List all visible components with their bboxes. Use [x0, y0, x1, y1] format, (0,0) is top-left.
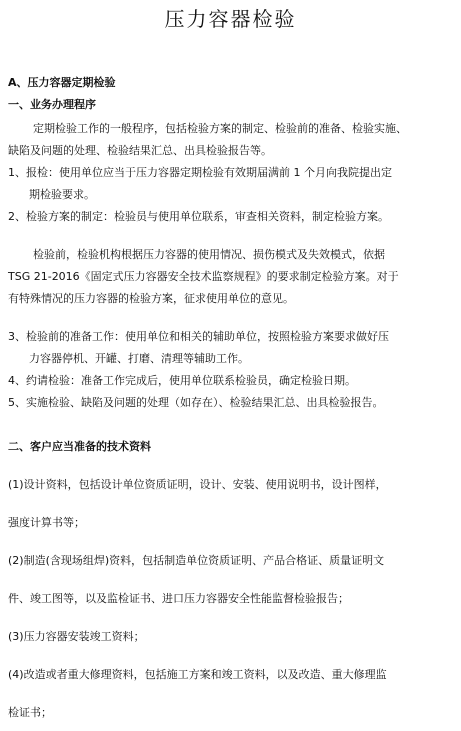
intro-line-1: 定期检验工作的一般程序，包括检验方案的制定、检验前的准备、检验实施、: [33, 122, 407, 135]
step-3-line-1: 3、检验前的准备工作：使用单位和相关的辅助单位，按照检验方案要求做好压: [8, 330, 389, 343]
item-3: (3)压力容器安装竣工资料；: [8, 630, 145, 643]
intro-line-2: 缺陷及问题的处理、检验结果汇总、出具检验报告等。: [8, 144, 272, 157]
step-1-line-1: 1、报检：使用单位应当于压力容器定期检验有效期届满前 1 个月向我院提出定: [8, 166, 392, 179]
section-a-heading: A、压力容器定期检验: [8, 76, 116, 89]
item-1-line-1: (1)设计资料，包括设计单位资质证明，设计、安装、使用说明书，设计图样，: [8, 478, 387, 491]
page-title: 压力容器检验: [164, 7, 297, 31]
step-5: 5、实施检验、缺陷及问题的处理（如存在）、检验结果汇总、出具检验报告。: [8, 396, 384, 409]
plan-paragraph-line-3: 有特殊情况的压力容器的检验方案，征求使用单位的意见。: [8, 292, 294, 305]
item-4-line-2: 检证书；: [8, 706, 52, 719]
step-1-line-2: 期检验要求。: [29, 188, 95, 201]
item-4-line-1: (4)改造或者重大修理资料，包括施工方案和竣工资料，以及改造、重大修理监: [8, 668, 387, 681]
section-1-heading: 一、业务办理程序: [8, 98, 96, 111]
plan-paragraph-line-1: 检验前，检验机构根据压力容器的使用情况、损伤模式及失效模式，依据: [33, 248, 385, 261]
item-1-line-2: 强度计算书等；: [8, 516, 85, 529]
plan-paragraph-line-2: TSG 21-2016《固定式压力容器安全技术监察规程》的要求制定检验方案。对于: [8, 270, 399, 283]
step-2: 2、检验方案的制定：检验员与使用单位联系，审查相关资料，制定检验方案。: [8, 210, 389, 223]
item-2-line-1: (2)制造(含现场组焊)资料，包括制造单位资质证明、产品合格证、质量证明文: [8, 554, 385, 567]
item-2-line-2: 件、竣工图等，以及监检证书、进口压力容器安全性能监督检验报告；: [8, 592, 349, 605]
section-2-heading: 二、客户应当准备的技术资料: [8, 440, 151, 453]
step-3-line-2: 力容器停机、开罐、打磨、清理等辅助工作。: [29, 352, 249, 365]
step-4: 4、约请检验：准备工作完成后，使用单位联系检验员，确定检验日期。: [8, 374, 356, 387]
